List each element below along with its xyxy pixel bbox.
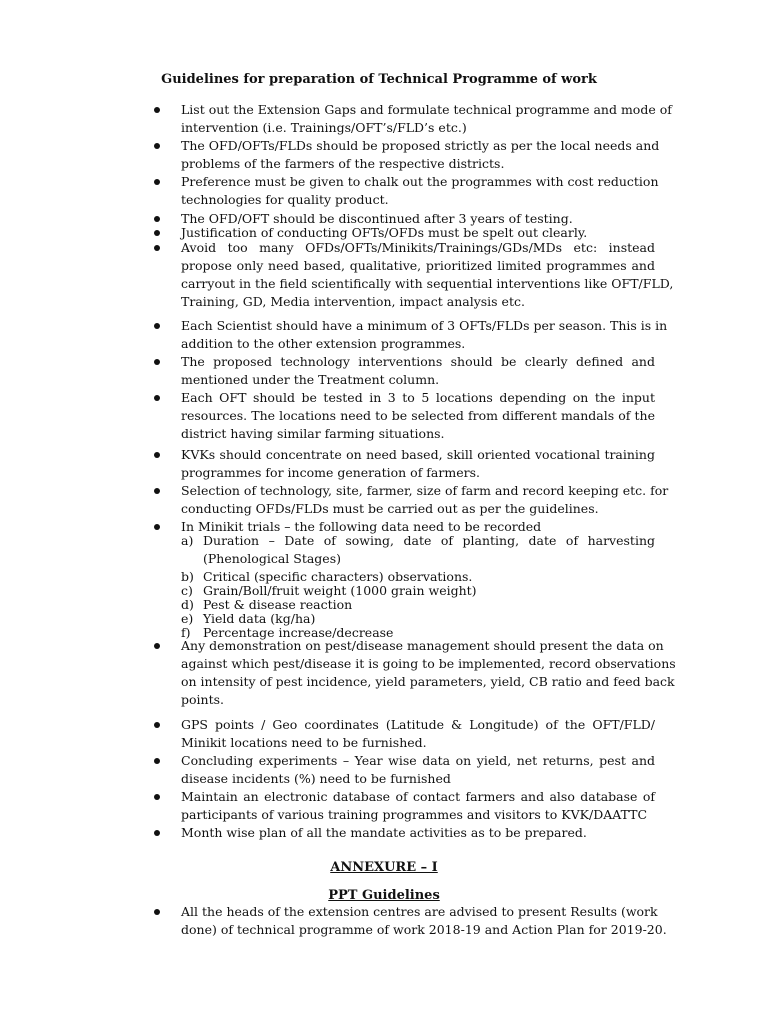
bullet-icon: [154, 230, 160, 236]
document-title: Guidelines for preparation of Technical Programme of work: [161, 72, 597, 87]
list-item-line: Each Scientist should have a minimum of 3 OFTs/FLDs per season. This is in: [181, 318, 668, 333]
minikit-item-line: Grain/Boll/fruit weight (1000 grain weight): [203, 583, 477, 598]
bullet-icon: [154, 323, 160, 329]
list-item-line: All the heads of the extension centres are advised to present Results (work: [181, 904, 658, 919]
list-item-line: carryout in the field scientifically with sequential interventions like OFT/FLD,: [181, 276, 674, 291]
list-item-line: against which pest/disease it is going to be implemented, record observations: [181, 656, 676, 671]
list-item-line: participants of various training programmes and visitors to KVK/DAATTC: [181, 807, 648, 822]
bullet-icon: [154, 143, 160, 149]
list-item-line: In Minikit trials – the following data need to be recorded: [181, 519, 542, 534]
bullet-icon: [154, 758, 160, 764]
list-item: [181, 353, 655, 389]
bullet-icon: [154, 359, 160, 365]
list-item: [181, 788, 655, 824]
list-item-line: Concluding experiments – Year wise data on yield, net returns, pest and: [181, 753, 655, 768]
list-item-line: The OFD/OFTs/FLDs should be proposed strictly as per the local needs and: [181, 138, 660, 153]
bullet-icon: [154, 722, 160, 728]
minikit-item-marker: d): [181, 597, 194, 612]
list-item: [181, 389, 655, 443]
list-item: [181, 637, 676, 709]
bullet-icon: [154, 179, 160, 185]
list-item-line: programmes for income generation of farmers.: [181, 465, 480, 480]
list-item-line: disease incidents (%) need to be furnished: [181, 771, 451, 786]
ppt-guidelines-heading: PPT Guidelines: [328, 888, 440, 903]
list-item-line: Selection of technology, site, farmer, size of farm and record keeping etc. for: [181, 483, 669, 498]
list-item-line: conducting OFDs/FLDs must be carried out as per the guidelines.: [181, 501, 599, 516]
bullet-icon: [154, 488, 160, 494]
list-item-line: intervention (i.e. Trainings/OFT’s/FLD’s etc.): [181, 120, 467, 135]
minikit-item-line: (Phenological Stages): [203, 551, 341, 566]
bullet-icon: [154, 794, 160, 800]
list-item: [181, 101, 672, 137]
list-item-line: Any demonstration on pest/disease management should present the data on: [181, 638, 664, 653]
minikit-item-line: Yield data (kg/ha): [203, 611, 316, 626]
list-item-line: Training, GD, Media intervention, impact analysis etc.: [181, 294, 525, 309]
list-item: [181, 317, 668, 353]
minikit-item-marker: a): [181, 533, 194, 548]
list-item: [181, 903, 667, 939]
list-item: [181, 137, 660, 173]
list-item-line: Justification of conducting OFTs/OFDs must be spelt out clearly.: [181, 225, 588, 240]
bullet-icon: [154, 452, 160, 458]
list-item-line: The OFD/OFT should be discontinued after 3 years of testing.: [181, 211, 573, 226]
list-item-line: KVKs should concentrate on need based, skill oriented vocational training: [181, 447, 655, 462]
list-item: [181, 173, 659, 209]
list-item-line: The proposed technology interventions should be clearly defined and: [181, 354, 655, 369]
annexure-heading: ANNEXURE – I: [330, 860, 438, 875]
list-item: [181, 446, 655, 482]
minikit-item-marker: f): [181, 625, 191, 640]
list-item-line: mentioned under the Treatment column.: [181, 372, 440, 387]
list-item-line: Maintain an electronic database of contact farmers and also database of: [181, 789, 655, 804]
minikit-item-line: Pest & disease reaction: [203, 597, 353, 612]
minikit-item-marker: e): [181, 611, 194, 626]
bullet-icon: [154, 909, 160, 915]
list-item-line: on intensity of pest incidence, yield parameters, yield, CB ratio and feed back: [181, 674, 675, 689]
list-item-line: done) of technical programme of work 2018-19 and Action Plan for 2019-20.: [181, 922, 667, 937]
minikit-item-line: Critical (specific characters) observations.: [203, 569, 473, 584]
list-item: [181, 716, 655, 752]
list-item-line: Month wise plan of all the mandate activities as to be prepared.: [181, 825, 587, 840]
minikit-item-marker: b): [181, 569, 194, 584]
list-item: [181, 824, 655, 842]
list-item-line: Each OFT should be tested in 3 to 5 locations depending on the input: [181, 390, 655, 405]
bullet-icon: [154, 524, 160, 530]
bullet-icon: [154, 395, 160, 401]
list-item-line: resources. The locations need to be selected from different mandals of the: [181, 408, 655, 423]
list-item-line: problems of the farmers of the respective districts.: [181, 156, 505, 171]
list-item-line: district having similar farming situations.: [181, 426, 445, 441]
list-item-line: addition to the other extension programmes.: [181, 336, 466, 351]
minikit-item-marker: c): [181, 583, 193, 598]
list-item: [181, 752, 655, 788]
list-item-line: points.: [181, 692, 224, 707]
bullet-icon: [154, 245, 160, 251]
list-item-line: Preference must be given to chalk out the programmes with cost reduction: [181, 174, 659, 189]
list-item-line: GPS points / Geo coordinates (Latitude & Longitude) of the OFT/FLD/: [181, 717, 655, 732]
list-item-line: List out the Extension Gaps and formulate technical programme and mode of: [181, 102, 672, 117]
bullet-icon: [154, 107, 160, 113]
bullet-icon: [154, 830, 160, 836]
bullet-icon: [154, 643, 160, 649]
list-item-line: technologies for quality product.: [181, 192, 389, 207]
list-item-line: propose only need based, qualitative, prioritized limited programmes and: [181, 258, 655, 273]
bullet-icon: [154, 216, 160, 222]
minikit-item-line: Percentage increase/decrease: [203, 625, 394, 640]
list-item: [181, 239, 674, 311]
list-item: [181, 482, 669, 518]
list-item-line: Minikit locations need to be furnished.: [181, 735, 427, 750]
list-item-line: Avoid too many OFDs/OFTs/Minikits/Trainings/GDs/MDs etc: instead: [181, 240, 655, 255]
minikit-item-line: Duration – Date of sowing, date of planting, date of harvesting: [203, 533, 655, 548]
